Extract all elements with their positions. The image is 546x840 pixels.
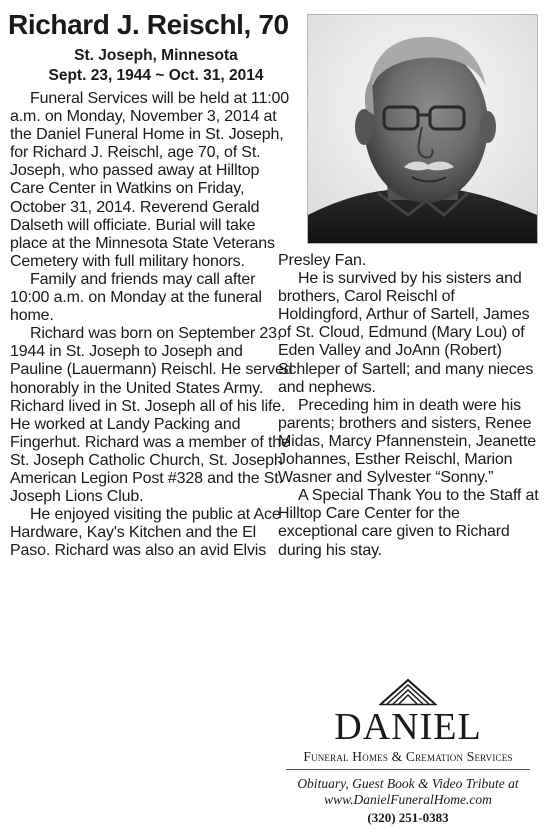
logo-divider [286,769,530,770]
paragraph-services: Funeral Services will be held at 11:00 a.m. on Monday, November 3, 2014 at the Daniel Funeral Home in St. Joseph, for Richard J. Reischl, age 70, of St. Joseph, who passed away at Hilltop Care Center in Watkins on Friday, October 31, 2014. Reverend Gerald Dalseth will officiate. Burial will take place at the Minnesota State Veterans Cemetery with full military honors. [10,90,290,270]
paragraph-visitation: Family and friends may call after 10:00 a.m. on Monday at the funeral home. [10,270,262,325]
paragraph-biography: Richard was born on September 23, 1944 in St. Joseph to Joseph and Pauline (Lauermann) Reischl. He served honorably in the United States Army. Richard lived in St. Joseph all of his life. He worked at Landy Packing and Fingerhut. Richard was a member of the St. Joseph Catholic Church, St. Joseph American Legion Post #328 and the St. Joseph Lions Club. [10,325,293,506]
obituary-dates: Sept. 23, 1944 ~ Oct. 31, 2014 [48,67,264,84]
paragraph-preceded: Preceding him in death were his parents; brothers and sisters, Renee Midas, Marcy Pfannenstein, Jeanette Johannes, Esther Reischl, Marion Wasner and Sylvester “Sonny.” [278,396,537,487]
roof-logo-icon [379,678,437,706]
logo-tagline: Funeral Homes & Cremation Services [303,749,513,764]
logo-phone: (320) 251-0383 [367,810,449,825]
logo-tribute-line: Obituary, Guest Book & Video Tribute at [297,776,519,791]
paragraph-interests: He enjoyed visiting the public at Ace Hardware, Kay's Kitchen and the El Paso. Richard was also an avid Elvis [10,506,281,560]
left-column [10,90,296,560]
paragraph-survivors: He is survived by his sisters and brothers, Carol Reischl of Holdingford, Arthur of Sartell, James of St. Cloud, Edmund (Mary Lou) of Eden Valley and JoAnn (Robert) Schleper of Sartell; and many nieces and nephews. [278,270,534,396]
funeral-home-logo [280,676,536,836]
logo-name: DANIEL [334,706,482,748]
logo-website: www.DanielFuneralHome.com [324,792,492,807]
right-column [278,252,540,560]
portrait-photo [307,14,538,244]
obituary-title: Richard J. Reischl, 70 [8,9,289,40]
paragraph-interests-continued: Presley Fan. [278,252,367,269]
obituary-place: St. Joseph, Minnesota [74,47,238,64]
paragraph-thanks: A Special Thank You to the Staff at Hilltop Care Center for the exceptional care given to Richard during his stay. [278,487,539,559]
